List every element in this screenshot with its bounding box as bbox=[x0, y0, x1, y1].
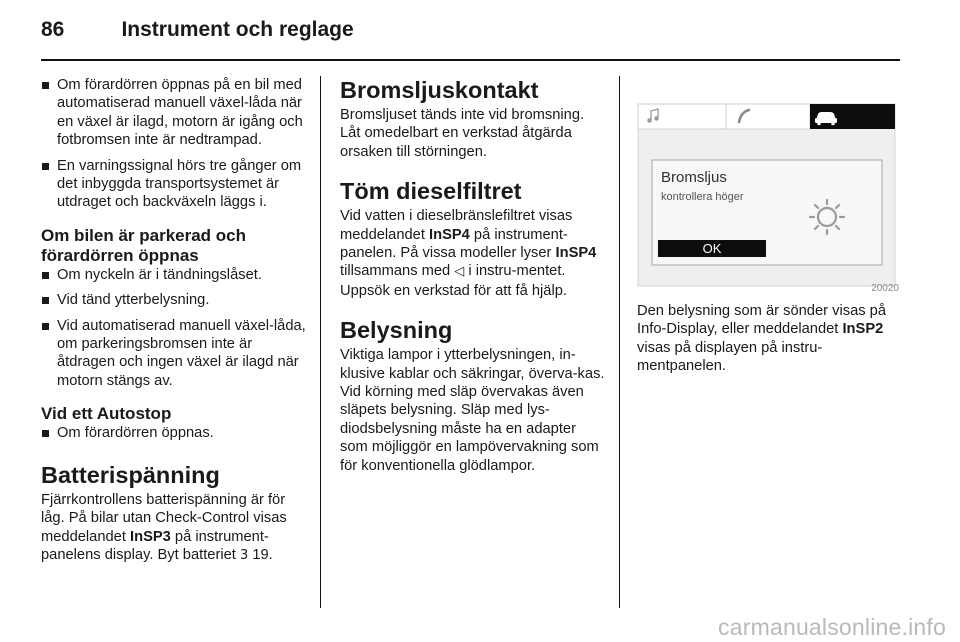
column-2 bbox=[340, 76, 606, 475]
list-item: Om förardörren öppnas. bbox=[41, 424, 309, 442]
bullet-square-icon bbox=[42, 430, 49, 437]
diesel-paragraph: Vid vatten i dieselbränslefiltret visas meddelandet InSP4 på instrument-panelen. På vissa modeller lyser InSP4 tillsammans med ◁ i instru-mentet. Uppsök en verkstad för att få hjälp. bbox=[340, 208, 597, 299]
figure-number: 20020 bbox=[871, 283, 899, 294]
section-heading-brake: Bromsljuskontakt bbox=[340, 77, 539, 103]
list-item: Om förardörren öppnas på en bil med automatiserad manuell växel-låda när en växel är ilagd, motorn är igång och fotbromsen inte är nedtrampad. bbox=[41, 76, 309, 150]
ok-button-label: OK bbox=[702, 241, 722, 256]
display-paragraph: Den belysning som är sönder visas på Info-Display, eller meddelandet InSP2 visas på displayen på instru-mentpanelen. bbox=[637, 303, 886, 375]
column-divider-1 bbox=[320, 76, 321, 608]
info-display-figure bbox=[637, 76, 899, 296]
message-title: Bromsljus bbox=[661, 169, 727, 186]
bullet-square-icon bbox=[42, 272, 49, 279]
message-code: InSP4 bbox=[555, 245, 597, 262]
section-heading-autostop: Vid ett Autostop bbox=[41, 404, 172, 424]
bullet-square-icon bbox=[42, 163, 49, 170]
message-code: InSP3 bbox=[130, 528, 171, 545]
watermark: carmanualsonline.info bbox=[718, 614, 946, 640]
list-item: Vid tänd ytterbelysning. bbox=[41, 291, 309, 309]
bullet-square-icon bbox=[42, 323, 49, 330]
tab-phone bbox=[726, 104, 810, 129]
column-divider-2 bbox=[619, 76, 620, 608]
column-3 bbox=[637, 76, 899, 376]
list-item: En varningssignal hörs tre gånger om det inbyggda transportsystemet är utdraget och backväxeln läggs i. bbox=[41, 157, 309, 212]
page-header bbox=[41, 18, 354, 48]
page-reference-icon: 3 bbox=[239, 547, 249, 563]
info-display-illustration bbox=[637, 76, 899, 288]
bullet-square-icon bbox=[42, 82, 49, 89]
section-heading-battery: Batterispänning bbox=[41, 461, 220, 488]
column-1 bbox=[41, 76, 309, 565]
page-number: 86 bbox=[41, 18, 65, 41]
message-code: InSP2 bbox=[842, 321, 884, 338]
header-divider bbox=[41, 59, 900, 61]
section-heading-lighting: Belysning bbox=[340, 317, 453, 344]
battery-paragraph: Fjärrkontrollens batterispänning är för låg. På bilar utan Check-Control visas meddelandet InSP3 på instrument-panelens display. Byt batteriet 3 19. bbox=[41, 491, 287, 563]
section-heading-diesel: Töm dieselfiltret bbox=[340, 178, 522, 205]
indicator-symbol-icon: ◁ bbox=[454, 264, 465, 280]
section-heading-parked: Om bilen är parkerad och förardörren öppnas bbox=[41, 225, 247, 265]
lighting-paragraph: Viktiga lampor i ytterbelysningen, in-klusive kablar och säkringar, överva-kas. Vid körning med släp övervakas även släpets belysning. Släp med lys-diodsbelysning måste ha en adapter som möjliggör en lampövervakning som för konventionella glödlampor. bbox=[340, 347, 605, 474]
brake-paragraph: Bromsljuset tänds inte vid bromsning. Låt omedelbart en verkstad åtgärda orsaken till störningen. bbox=[340, 107, 585, 160]
list-item: Om nyckeln är i tändningslåset. bbox=[41, 266, 309, 284]
message-code: InSP4 bbox=[429, 226, 470, 243]
message-subtitle: kontrollera höger bbox=[661, 191, 744, 203]
bullet-square-icon bbox=[42, 297, 49, 304]
list-item: Vid automatiserad manuell växel-låda, om parkeringsbromsen inte är åtdragen och ingen växel är ilagd när motorn stängs av. bbox=[41, 317, 309, 391]
page-title: Instrument och reglage bbox=[121, 18, 354, 41]
